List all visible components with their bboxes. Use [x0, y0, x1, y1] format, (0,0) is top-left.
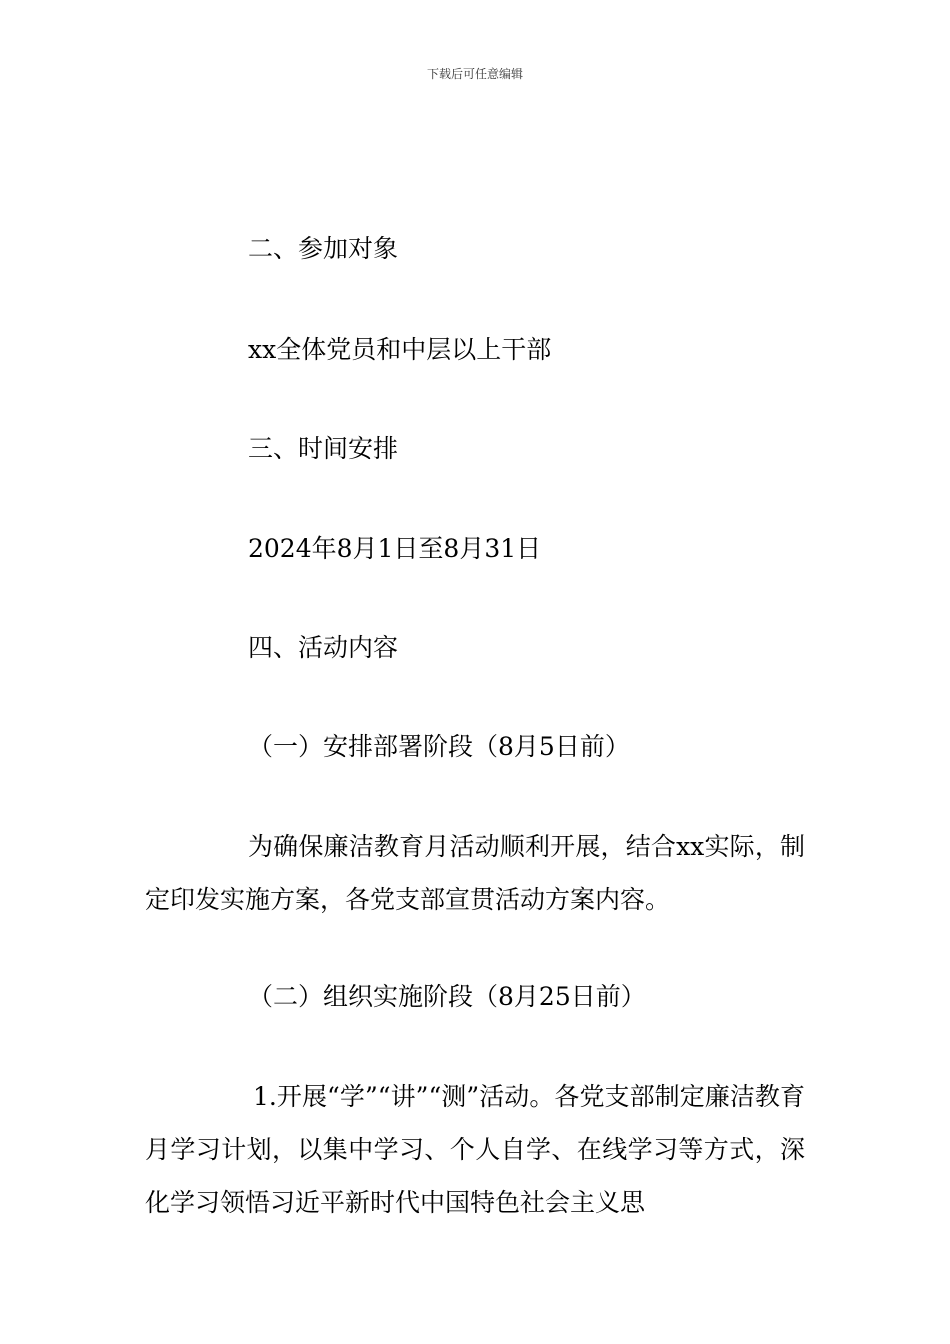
phase1-heading: （一）安排部署阶段（8月5日前）	[248, 732, 630, 761]
phase2-heading: （二）组织实施阶段（8月25日前）	[248, 982, 646, 1011]
page-header-note: 下载后可任意编辑	[426, 67, 523, 81]
section-heading-participants: 二、参加对象	[248, 234, 399, 263]
participants-text: xx全体党员和中层以上干部	[248, 335, 552, 364]
phase1-paragraph: 为确保廉洁教育月活动顺利开展，结合xx实际，制定印发实施方案，各党支部宣贯活动方案内容。	[145, 832, 805, 914]
item1-paragraph: 1.开展“学”“讲”“测”活动。各党支部制定廉洁教育月学习计划，以集中学习、个人自学、在线学习等方式，深化学习领悟习近平新时代中国特色社会主义思	[145, 1082, 805, 1217]
section-heading-content: 四、活动内容	[248, 633, 399, 662]
section-heading-schedule: 三、时间安排	[248, 434, 399, 463]
schedule-text: 2024年8月1日至8月31日	[248, 534, 542, 563]
